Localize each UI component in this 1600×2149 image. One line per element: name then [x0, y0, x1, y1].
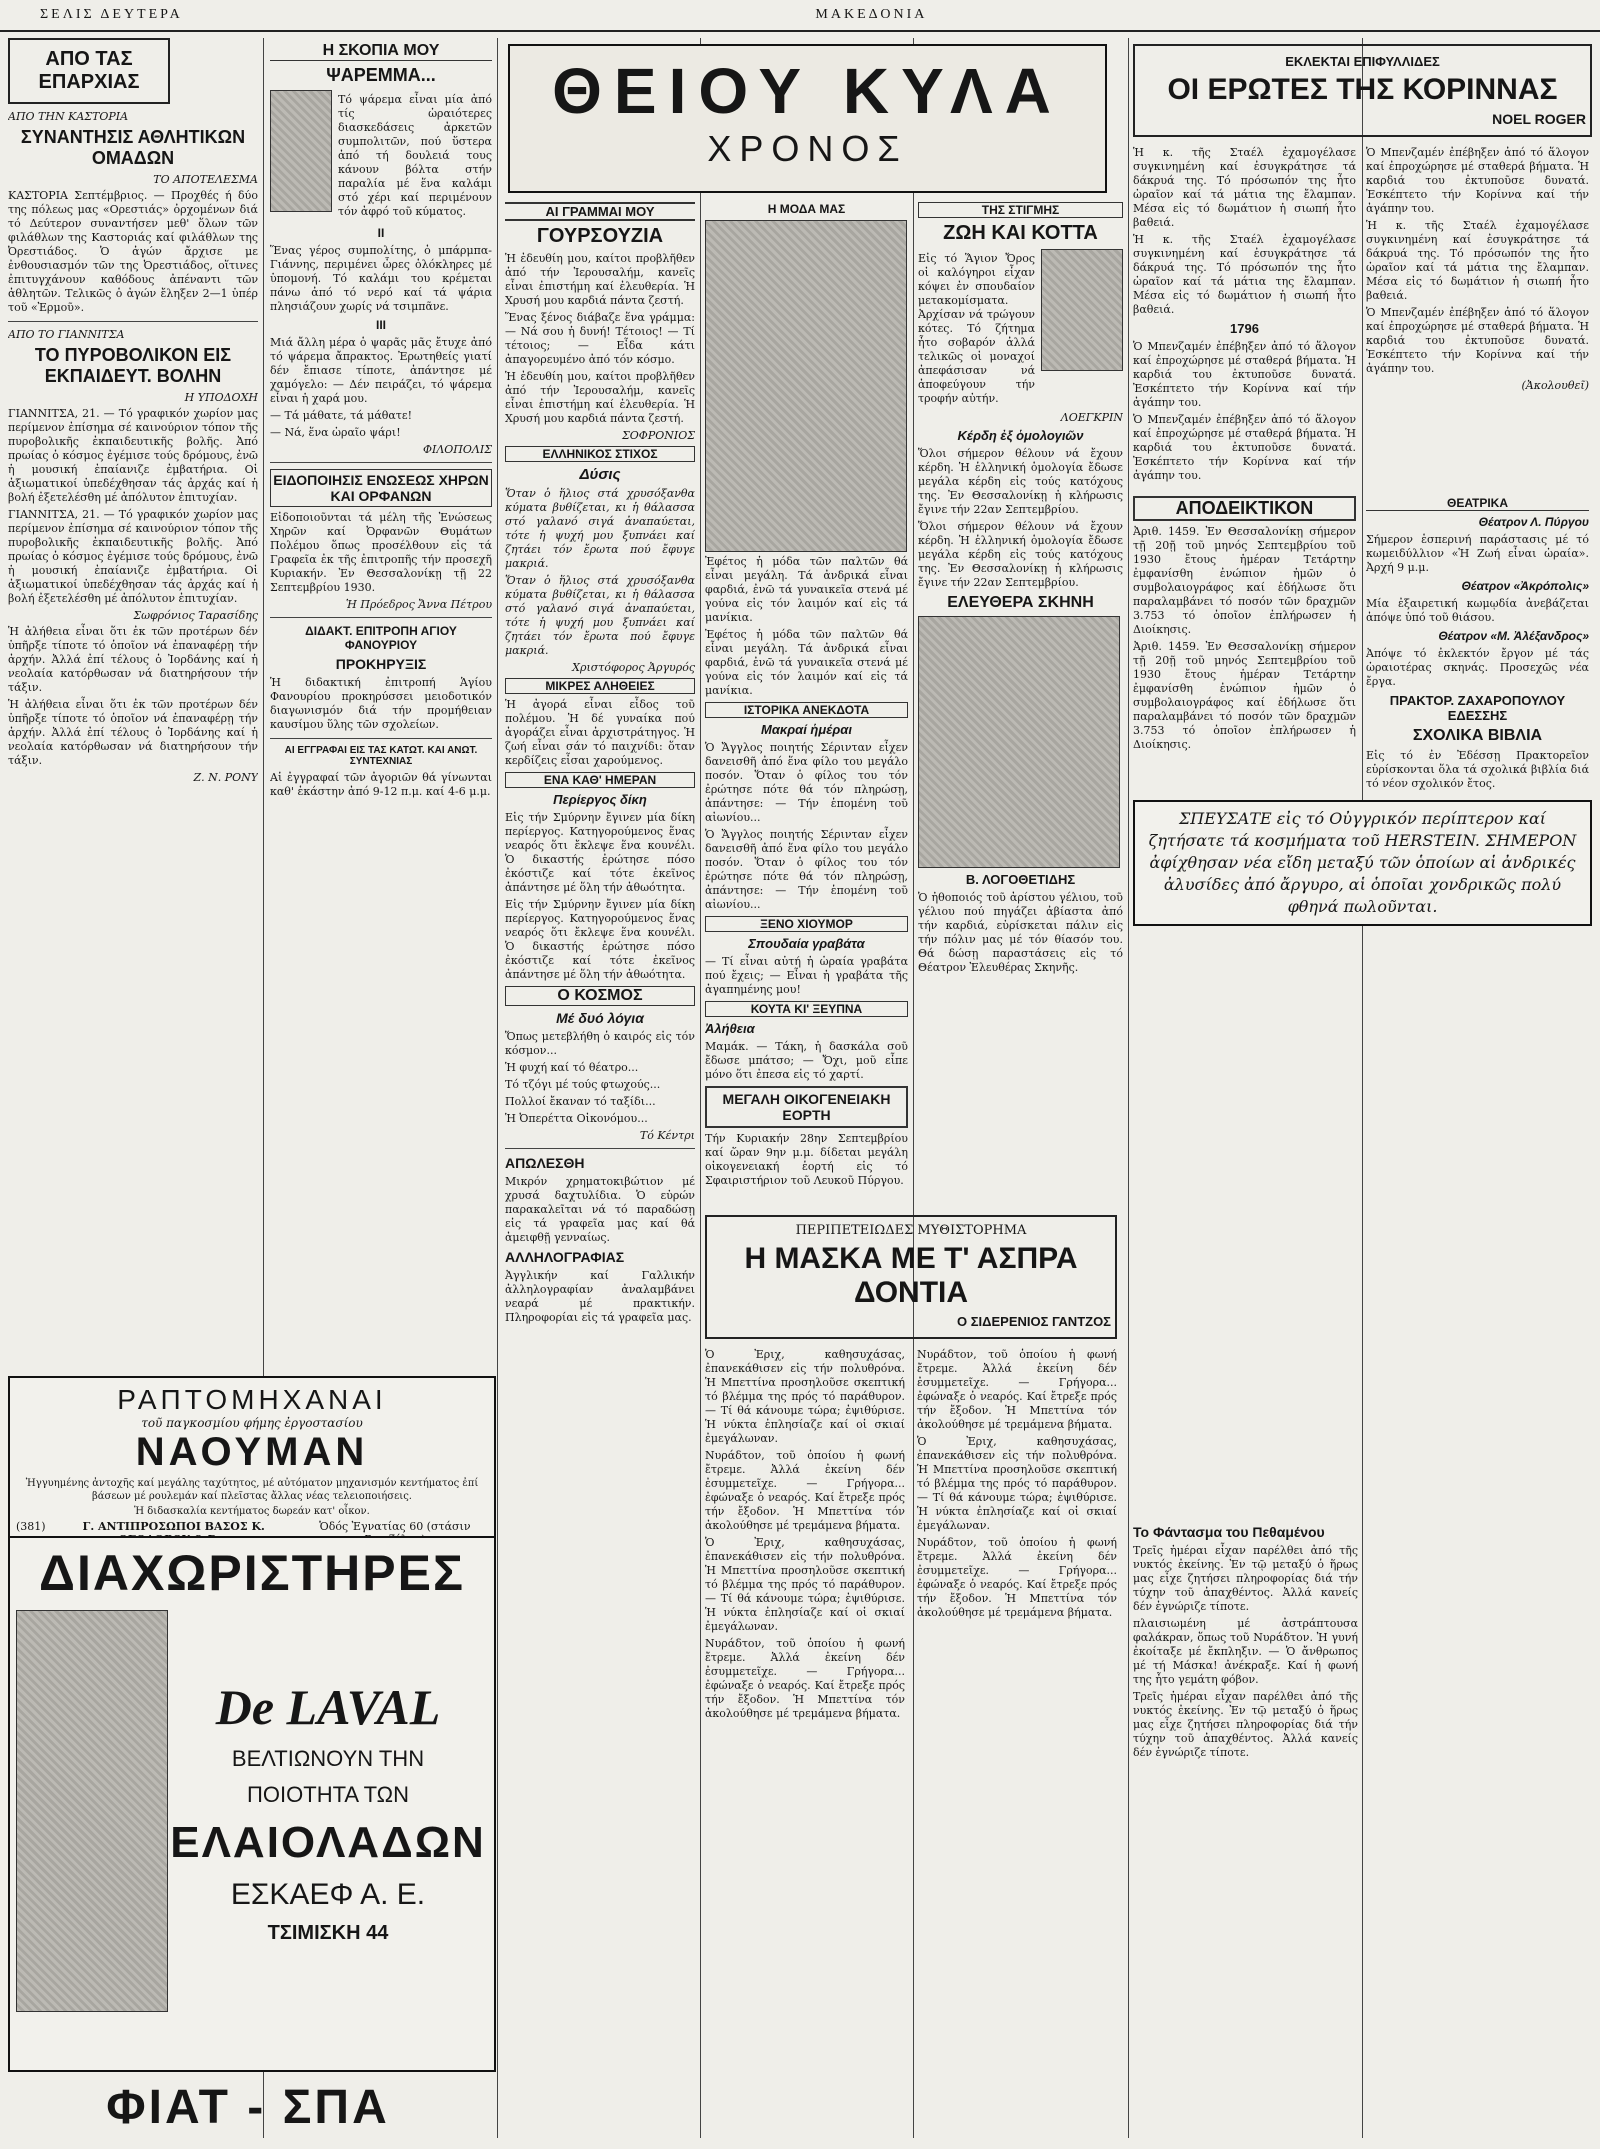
- serial-body: Τρεῖς ἡμέραι εἶχαν παρέλθει ἀπό τῆς νυκτός ἐκείνης. Ἐν τῷ μεταξύ ὁ ἥρως μας εἶχε ζητήσει πληροφορίας διά τήν τύχην τοῦ ἀπαχθέντος. Ἀλλά κανείς δέν ἐγνώριζε τίποτε.: [1133, 1690, 1358, 1759]
- bookstore-subtitle: ΣΧΟΛΙΚΑ ΒΙΒΛΙΑ: [1412, 727, 1543, 744]
- receipt-body: Ἀριθ. 1459. Ἐν Θεσσαλονίκῃ σήμερον τῇ 20ῇ τοῦ μηνός Σεπτεμβρίου τοῦ 1930 ἔτους ἡμέραν Τετάρτην ἐμφανίσθη ἐνώπιον ἡμῶν ὁ συμβολαιογράφος καί ἐδήλωσε ὅτι παραλαμβάνει τό ποσόν τῶν δραχμῶν 3.753 τό ὁποῖον ἐπλήρωσεν ἡ Διοίκησις.: [1133, 525, 1356, 636]
- committee-body: Ἡ διδακτική ἐπιτροπή Ἁγίου Φανουρίου προκηρύσσει μειοδοτικόν διαγωνισμόν διά τήν προμήθειαν καυσίμου ὕλης τῶν σχολείων.: [270, 676, 492, 731]
- article-title: Σπουδαία γραβάτα: [748, 936, 865, 951]
- theater-section-label: ΘΕΑΤΡΙΚΑ: [1366, 496, 1589, 511]
- section-label: ΕΛΛΗΝΙΚΟΣ ΣΤΙΧΟΣ: [505, 446, 695, 462]
- serial-body: Ὁ Ἐριχ, καθησυχάσας, ἐπανεκάθισεν εἰς τήν πολυθρόνα. Ἡ Μπεττίνα προσηλοῦσε σκεπτική τό βλέμμα της πρός τό παράθυρον. — Τί θά κάνουμε τώρα; ἐψιθύρισε. Ἡ νύκτα ἐπλησίαζε καί οἱ σκιαί ἐμεγάλωναν.: [705, 1536, 905, 1633]
- article-title: Περίεργος δίκη: [553, 792, 647, 807]
- signature: Χριστόφορος Ἀργυρός: [572, 661, 695, 674]
- column-label: ΤΗΣ ΣΤΙΓΜΗΣ: [918, 202, 1123, 218]
- column-label: ΑΙ ΓΡΑΜΜΑΙ ΜΟΥ: [505, 202, 695, 221]
- world-item: Τό τζόγι μέ τούς φτωχούς...: [505, 1078, 661, 1091]
- classified-title: ΑΠΩΛΕΣΘΗ: [505, 1155, 585, 1171]
- ad-text: Ἠγγυημένης ἀντοχῆς καί μεγάλης ταχύτητος, μέ αὐτόματον μηχανισμόν κεντήματος ἐπί βάσεων μέ ρουλεμάν καί πλεῖστας ἄλλας νέας τελειοποιήσεις.: [25, 1478, 479, 1502]
- column-opinion: [270, 38, 492, 1358]
- article-body: Ὁ ἠθοποιός τοῦ ἀρίστου γέλιου, τοῦ γέλιου πού πηγάζει ἀβίαστα ἀπό τήν καρδιά, εὑρίσκεται πάλιν εἰς τήν πόλιν μας μέ τόν θίασόν του. Θά δώσῃ παραστάσεις εἰς τό Θέατρον Ἐλευθέρας Σκηνῆς.: [918, 891, 1123, 974]
- article-body: Ἡ ἀλήθεια εἶναι ὅτι ἐκ τῶν προτέρων δέν ὑπῆρξε τίποτε τό ὁποῖον νά ἐπαναφέρῃ τήν ἀρχήν. Ἀλλά ἐπί τέλους ὁ Ἰορδάνης καί ἡ νεολαία κατόρθωσαν νά διατηρήσουν τήν τάξιν.: [8, 698, 258, 767]
- serial-body: Τρεῖς ἡμέραι εἶχαν παρέλθει ἀπό τῆς νυκτός ἐκείνης. Ἐν τῷ μεταξύ ὁ ἥρως μας εἶχε ζητήσει πληροφορίας διά τήν τύχην τοῦ ἀπαχθέντος. Ἀλλά κανείς δέν ἐγνώριζε τίποτε.: [1133, 1544, 1358, 1613]
- article-body: Ἡ ἐδευθίη μου, καίτοι προβλῆθεν ἀπό τήν Ἱερουσαλήμ, κανεῖς εἶναι ἐπιστήμη καί ἐλευθερία. Ἡ Χρυσή μου καρδιά πάντα ζεστή.: [505, 252, 695, 307]
- article-title: ΣΥΝΑΝΤΗΣΙΣ ΑΘΛΗΤΙΚΩΝ ΟΜΑΔΩΝ: [20, 127, 246, 168]
- article-body: Τό ψάρεμα εἶναι μία ἀπό τίς ὡραιότερες διασκεδάσεις ἀρκετῶν συμπολιτῶν, πού ὕστερα ἀπό τή δουλειά τους κάνουν βόλτα στήν παραλία μέ ἕνα καλάμι στό χέρι καί περιμένουν τόν ἀφρό τοῦ κύματος.: [338, 93, 492, 218]
- bottom-ad-title: ΦΙΑΤ - ΣΠΑ: [106, 2081, 390, 2134]
- receipt-title: ΑΠΟΔΕΙΚΤΙΚΟΝ: [1133, 496, 1356, 521]
- section-label: ΞΕΝΟ ΧΙΟΥΜΟΡ: [705, 916, 908, 932]
- committee-title: ΔΙΔΑΚΤ. ΕΠΙΤΡΟΠΗ ΑΓΙΟΥ ΦΑΝΟΥΡΙΟΥ: [305, 624, 457, 652]
- classified-title: ΑΛΛΗΛΟΓΡΑΦΙΑΣ: [505, 1249, 625, 1265]
- serial-label: ΠΕΡΙΠΕΤΕΙΩΔΕΣ ΜΥΘΙΣΤΟΡΗΜΑ: [795, 1223, 1027, 1238]
- section-number: ΙΙΙ: [375, 318, 386, 332]
- article-body: Ἕνας γέρος συμπολίτης, ὁ μπάρμπα-Γιάννης, περιμένει ὧρες ὁλόκληρες μέ ὑπομονή. Τό καλάμι του κρέμεται πάνω ἀπό τό νερό καί τά ψάρια πλησιάζουν χωρίς νά τσιμπᾶνε.: [270, 244, 492, 313]
- serial-body: Νυράδτον, τοῦ ὁποίου ἡ φωνή ἔτρεμε. Ἀλλά ἐκείνη δέν ἐσυμμετεῖχε. — Γρήγορα... ἐφώναξε ὁ νεαρός. Καί ἔτρεξε πρός τήν ἔξοδον. Ἡ Μπεττίνα τόν ἀκολούθησε μέ τρεμάμενα βήματα.: [705, 1449, 905, 1532]
- section-label: ΕΛΕΥΘΕΡΑ ΣΚΗΝΗ: [947, 594, 1094, 611]
- article-subtitle: Η ΥΠΟΔΟΧΗ: [184, 391, 258, 404]
- ad-brand: De LAVAL: [215, 1678, 441, 1735]
- ad-number: (381): [16, 1520, 46, 1533]
- article-body: Μαμάκ. — Τάκη, ἡ δασκάλα σοῦ ἔδωσε μπάτσο; — Ὄχι, μοῦ εἶπε μόνο ὅτι ἐπεσα εἰς τό χαρτί.: [705, 1040, 908, 1081]
- column-banner: [508, 44, 1107, 193]
- column-label: ΕΚΛΕΚΤΑΙ ΕΠΙΦΥΛΛΙΔΕΣ: [1285, 54, 1440, 69]
- section-number: ΙΙ: [377, 226, 385, 240]
- theater-body: Σήμερον ἑσπερινή παράστασις μέ τό κωμειδύλλιον «Ἡ Ζωή εἶναι ὡραία». Ἀρχή 9 μ.μ.: [1366, 533, 1589, 574]
- article-body: Ἡ κ. τῆς Σταέλ ἐχαμογέλασε συγκινημένη καί ἐσυγκράτησε τά δάκρυά της. Τό πρόσωπόν της ἦτο ὡραῖον καί τά μάτια της ἔλαμπαν. Μέσα εἰς τό δωμάτιον ἡ σιωπή ἦτο βαθειά.: [1133, 233, 1356, 316]
- year-heading: 1796: [1230, 321, 1259, 336]
- article-title: ΓΟΥΡΣΟΥΖΙΑ: [536, 225, 664, 247]
- world-item: Ἡ φυχή καί τό θέατρο...: [505, 1061, 639, 1074]
- article-body: Ὁ Ἄγγλος ποιητής Σέρινταν εἶχεν δανεισθῆ ἀπό ἕνα φίλο του μεγάλο ποσόν. Ὅταν ὁ φίλος του τόν ἐρώτησε πότε θά τόν πληρώσῃ, ἀπάντησε: — Τήν ἑπομένη τοῦ αἰωνίου...: [705, 741, 908, 824]
- article-body: Ὁ Μπενζαμέν ἐπέβηξεν ἀπό τό ἅλογον καί ἐπροχώρησε μέ σταθερά βήματα. Ἡ καρδιά του ἐκτυποῦσε δυνατά. Ἐσκέπτετο τήν Κορίννα καί τήν ἀγάπην του.: [1133, 413, 1356, 482]
- section-label: ΜΙΚΡΕΣ ΑΛΗΘΕΙΕΣ: [505, 678, 695, 694]
- article-body: ΓΙΑΝΝΙΤΣΑ, 21. — Τό γραφικόν χωρίον μας περίμενον ἐπίσημα σέ καινούριον τόπον τῆς πυροβολικῆς ἐκπαιδευτικῆς βολῆς. Ἀπό πρωίας ὁ κόσμος ἐγέμισε τούς δρόμους, ἐνῶ ἡ μουσική ἐπαίανιζε ἐμβατήρια. Οἱ ἀξιωματικοί ὑπεδέχθησαν τάς ἀρχάς καί ἡ βολή ἐξετελέσθη μέ ἀπόλυτον ἐπιτυχίαν.: [8, 407, 258, 504]
- caricature-illustration: [1041, 249, 1123, 371]
- actor-photo: [918, 616, 1120, 868]
- enrolment-title: ΑΙ ΕΓΓΡΑΦΑΙ ΕΙΣ ΤΑΣ ΚΑΤΩΤ. ΚΑΙ ΑΝΩΤ. ΣΥΝΤΕΧΝΙΑΣ: [284, 745, 478, 767]
- bookstore-title: ΠΡΑΚΤΟΡ. ΖΑΧΑΡΟΠΟΥΛΟΥ ΕΔΕΣΣΗΣ: [1389, 693, 1566, 723]
- theater-title: Θέατρον «Ἀκρόπολις»: [1461, 579, 1589, 593]
- article-body: Ἡ κ. τῆς Σταέλ ἐχαμογέλασε συγκινημένη καί ἐσυγκράτησε τά δάκρυά της. Τό πρόσωπόν της ἦτο ὡραῖον καί τά μάτια της ἔλαμπαν. Μέσα εἰς τό δωμάτιον ἡ σιωπή ἦτο βαθειά.: [1133, 146, 1356, 229]
- column-label: Η ΣΚΟΠΙΑ ΜΟΥ: [270, 42, 492, 61]
- ad-address: ΤΣΙΜΙΣΚΗ 44: [267, 1921, 389, 1944]
- section-label: ΙΣΤΟΡΙΚΑ ΑΝΕΚΔΟΤΑ: [705, 702, 908, 718]
- serial-body: Νυράδτον, τοῦ ὁποίου ἡ φωνή ἔτρεμε. Ἀλλά ἐκείνη δέν ἐσυμμετεῖχε. — Γρήγορα... ἐφώναξε ὁ νεαρός. Καί ἔτρεξε πρός τήν ἔξοδον. Ἡ Μπεττίνα τόν ἀκολούθησε μέ τρεμάμενα βήματα.: [917, 1536, 1117, 1619]
- ad-address: Ὁδός Ἐγνατίας 60 (στάσιν: [319, 1520, 471, 1533]
- article-body: Ὁ Ἄγγλος ποιητής Σέρινταν εἶχεν δανεισθῆ ἀπό ἕνα φίλο του μεγάλο ποσόν. Ὅταν ὁ φίλος του τόν ἐρώτησε πότε θά τόν πληρώσῃ, ἀπάντησε: — Τήν ἑπομένη τοῦ αἰωνίου...: [705, 828, 908, 911]
- dateline: ΑΠΟ ΤΟ ΓΙΑΝΝΙΤΣΑ: [8, 328, 125, 341]
- article-title: ΨΑΡΕΜΜΑ...: [326, 65, 436, 85]
- article-body: Εἰς τήν Σμύρνην ἔγινεν μία δίκη περίεργος. Κατηγορούμενος ἕνας νεαρός ὅτι ἔκλεψε ἕνα κουνέλι. Ὁ δικαστής ἐρώτησε πόσο ἐκόστιζε καί τότε ἐκεῖνος ἀπάντησε μέ ὅλη τήν ἀθωότητα.: [505, 811, 695, 894]
- ad-text: Ἡ διδασκαλία κεντήματος δωρεάν κατ' οἶκον.: [134, 1506, 370, 1517]
- article-title: ΤΟ ΠΥΡΟΒΟΛΙΚΟΝ ΕΙΣ ΕΚΠΑΙΔΕΥΤ. ΒΟΛΗΝ: [34, 345, 232, 386]
- enrolment-body: Αἱ ἐγγραφαί τῶν ἀγοριῶν θά γίνωνται καθ' ἑκάστην ἀπό 9-12 π.μ. καί 4-6 μ.μ.: [270, 771, 492, 798]
- column-label: Η ΜΟΔΑ ΜΑΣ: [767, 202, 846, 216]
- article-body: Ὅλοι σήμερον θέλουν νά ἔχουν κέρδη. Ἡ ἑλληνική ὁμολογία ἔδωσε μεγάλα κέρδη εἰς τούς κατόχους της. Ἐν Θεσσαλονίκῃ ἡ κλήρωσις ἔγινε τήν 22αν Σεπτεμβρίου.: [918, 520, 1123, 589]
- signature: Ζ. Ν. ΡΟΝΥ: [193, 771, 258, 784]
- article-title: Ἀλήθεια: [705, 1021, 755, 1036]
- ad-text: ΕΛΑΙΟΛΑΔΩΝ: [170, 1817, 486, 1867]
- article-title: ΟΙ ΕΡΩΤΕΣ ΤΗΣ ΚΟΡΙΝΝΑΣ: [1167, 73, 1558, 106]
- article-author: NOEL ROGER: [1492, 111, 1586, 127]
- ad-title: ΡΑΠΤΟΜΗΧΑΝΑΙ: [117, 1384, 387, 1415]
- classified-body: Ἀγγλικήν καί Γαλλικήν ἀλληλογραφίαν ἀναλαμβάνει νεαρά μέ πρακτικήν. Πληροφορίαι εἰς τά γραφεῖα μας.: [505, 1269, 695, 1324]
- column-provinces: [8, 38, 258, 1358]
- ad-title: ΔΙΑΧΩΡΙΣΤΗΡΕΣ: [39, 1545, 465, 1601]
- ad-text: ΒΕΛΤΙΩΝΟΥΝ ΤΗΝ: [231, 1745, 425, 1771]
- photo-caption: Β. ΛΟΓΟΘΕΤΙΔΗΣ: [965, 872, 1076, 887]
- serial-body: Ὁ Ἐριχ, καθησυχάσας, ἐπανεκάθισεν εἰς τήν πολυθρόνα. Ἡ Μπεττίνα προσηλοῦσε σκεπτική τό βλέμμα της πρός τό παράθυρον. — Τί θά κάνουμε τώρα; ἐψιθύρισε. Ἡ νύκτα ἐπλησίαζε καί οἱ σκιαί ἐμεγάλωναν.: [705, 1348, 905, 1445]
- serial-title: Η ΜΑΣΚΑ ΜΕ Τ' ΑΣΠΡΑ ΔΟΝΤΙΑ: [744, 1242, 1078, 1309]
- serial-body: Ὁ Ἐριχ, καθησυχάσας, ἐπανεκάθισεν εἰς τήν πολυθρόνα. Ἡ Μπεττίνα προσηλοῦσε σκεπτική τό βλέμμα της πρός τό παράθυρον. — Τί θά κάνουμε τώρα; ἐψιθύρισε. Ἡ νύκτα ἐπλησίαζε καί οἱ σκιαί ἐμεγάλωναν.: [917, 1435, 1117, 1532]
- article-subtitle: Μέ δυό λόγια: [556, 1010, 644, 1026]
- article-body: ΓΙΑΝΝΙΤΣΑ, 21. — Τό γραφικόν χωρίον μας περίμενον ἐπίσημα σέ καινούριον τόπον τῆς πυροβολικῆς ἐκπαιδευτικῆς βολῆς. Ἀπό πρωίας ὁ κόσμος ἐγέμισε τούς δρόμους, ἐνῶ ἡ μουσική ἐπαίανιζε ἐμβατήρια. Οἱ ἀξιωματικοί ὑπεδέχθησαν τάς ἀρχάς καί ἡ βολή ἐξετελέσθη μέ ἀπόλυτον ἐπιτυχίαν.: [8, 508, 258, 605]
- serial-body: Νυράδτον, τοῦ ὁποίου ἡ φωνή ἔτρεμε. Ἀλλά ἐκείνη δέν ἐσυμμετεῖχε. — Γρήγορα... ἐφώναξε ὁ νεαρός. Καί ἔτρεξε πρός τήν ἔξοδον. Ἡ Μπεττίνα τόν ἀκολούθησε μέ τρεμάμενα βήματα.: [705, 1637, 905, 1720]
- dialog-line: — Νά, ἕνα ὡραῖο ψάρι!: [270, 426, 401, 439]
- article-title: ΖΩΗ ΚΑΙ ΚΟΤΤΑ: [943, 222, 1098, 244]
- article-body: Εἰς τήν Σμύρνην ἔγινεν μία δίκη περίεργος. Κατηγορούμενος ἕνας νεαρός ὅτι ἔκλεψε ἕνα κουνέλι. Ὁ δικαστής ἐρώτησε πόσο ἐκόστιζε καί τότε ἐκεῖνος ἀπάντησε μέ ὅλη τήν ἀθωότητα.: [505, 898, 695, 981]
- ad-agent: Γ. ΑΝΤΙΠΡΟΣΩΠΟΙ ΒΑΣΟΣ Κ.: [82, 1520, 265, 1533]
- jewelry-ad-text: ΣΠΕΥΣΑΤΕ εἰς τό Οὐγγρικόν περίπτερον καί ζητήσατε τά κοσμήματα τοῦ HERSTEIN. ΣΗΜΕΡΟΝ ἀφίχθησαν νέα εἴδη μεταξύ τῶν ὁποίων αἱ ἀνδρικές ἀλυσίδες ἀπό ἄργυρο, αἱ ὁποῖαι χονδρικῶς πολύ φθηνά πωλοῦνται.: [1148, 809, 1577, 916]
- masthead-left: ΣΕΛΙΣ ΔΕΥΤΕΡΑ: [40, 7, 183, 22]
- article-body: Εἰς τό Ἅγιον Ὄρος οἱ καλόγηροι εἶχαν κόψει ἐν σπουδαίον μετακομίσματα. Ἀρχίσαν νά τρώγουν κότες. Τό ζήτημα ἦτο σοβαρόν ἀλλά τελικῶς οἱ μοναχοί ἀπεφάσισαν νά ἀποφεύγουν τήν τροφήν αὐτήν.: [918, 252, 1035, 405]
- article-body: Ὁ Μπενζαμέν ἐπέβηξεν ἀπό τό ἅλογον καί ἐπροχώρησε μέ σταθερά βήματα. Ἡ καρδιά του ἐκτυποῦσε δυνατά. Ἐσκέπτετο τήν Κορίννα καί τήν ἀγάπην του.: [1133, 340, 1356, 409]
- column-fashion: [705, 198, 908, 1198]
- article-body: Ἡ ἀλήθεια εἶναι ὅτι ἐκ τῶν προτέρων δέν ὑπῆρξε τίποτε τό ὁποῖον νά ἐπαναφέρῃ τήν ἀρχήν. Ἀλλά ἐπί τέλους ὁ Ἰορδάνης καί ἡ νεολαία κατόρθωσαν νά διατηρήσουν τήν τάξιν.: [8, 625, 258, 694]
- serial-continuation: [1133, 1520, 1358, 2120]
- fashion-illustration: [705, 220, 907, 552]
- world-item: Πολλοί ἔκαναν τό ταξίδι...: [505, 1095, 656, 1108]
- serial-body: πλαισιωμένη μέ ἀστράπτουσα φαλάκραν, ὅπως τοῦ Νυράδτον. Ἡ γυνή ἐκοίταξε μέ ἔκπληξιν. — Ὁ ἄνθρωπος μέ τή Μάσκα! ἀνέκραξε. Καί ἡ φωνή της ἦτο γεμάτη φόβον.: [1133, 1617, 1358, 1686]
- article-title: Μακραί ἡμέραι: [761, 722, 852, 737]
- article-body: — Τί εἶναι αὐτή ἡ ὡραία γραβάτα πού ἔχεις; — Εἶναι ἡ γραβάτα τῆς ἀγαπημένης μου!: [705, 955, 908, 996]
- party-title: ΜΕΓΑΛΗ ΟΙΚΟΓΕΝΕΙΑΚΗ ΕΟΡΤΗ: [705, 1086, 908, 1128]
- poem-body: Ὅταν ὁ ἥλιος στά χρυσόξανθα κύματα βυθίζεται, κι ἡ θάλασσα στό γαλανό σιγά ἀναπαύεται, τότε ἡ ψυχή μου ξυπνάει καί ζητάει τόν ἔρωτα πού ἔφυγε μακριά.: [505, 487, 695, 570]
- article-body: Ἕνας ξένος διάβαζε ἕνα γράμμα: — Νά σου ἡ δυνή! Τέτοιος! — Τί τέτοιος; — Εἶδα κάτι ἀπαγορευμένο ἀπό τόν κόσμο.: [505, 311, 695, 366]
- separator-machine-illustration: [16, 1610, 168, 2012]
- poem-body: Ὅταν ὁ ἥλιος στά χρυσόξανθα κύματα βυθίζεται, κι ἡ θάλασσα στό γαλανό σιγά ἀναπαύεται, τότε ἡ ψυχή μου ξυπνάει καί ζητάει τόν ἔρωτα πού ἔφυγε μακριά.: [505, 574, 695, 657]
- column-moment: [918, 198, 1123, 1198]
- signature: ΛΟΕΓΚΡΙΝ: [1060, 411, 1123, 424]
- banner-title: ΘΕΙΟΥ ΚΥΛΑ: [552, 55, 1063, 127]
- section-label: ΕΝΑ ΚΑΘ' ΗΜΕΡΑΝ: [505, 772, 695, 788]
- notice-signature: Ἡ Πρόεδρος Ἄννα Πέτρου: [345, 598, 492, 611]
- ad-subtitle: τοῦ παγκοσμίου φήμης ἐργοστασίου: [141, 1416, 363, 1430]
- article-body: ΚΑΣΤΟΡΙΑ Σεπτέμβριος. — Προχθές ή δύο της πόλεως μας «Ορεστιάς» ὀρχομένων διά τό Δεύτερον συναντήσεν μεθ' ὅλων τῶν φιλάθλων της Καστοριάς καί φιλάθλων της Ὀρεστιάδος. Ὁ ἀγών ἄρχισε με ἐνθουσιασμόν τῶν της Ὀρεστιάδος, οἵτινες ἐπιτυγχάνουν καθόδους ἀπέναντι τῶν ἀθλητῶν. Τελικῶς ὁ ἀγών ἔληξεν 2—1 ὑπέρ τοῦ «Ἐρμοῦ».: [8, 189, 258, 314]
- masthead: [0, 0, 1600, 32]
- chapter-title: Το Φάντασμα του Πεθαμένου: [1133, 1524, 1325, 1540]
- article-body: Ἡ ἀγορά εἶναι εἶδος τοῦ πολέμου. Ἡ δέ γυναίκα πού ἀγοράζει εἶναι ἀρχιστράτηγος. Ἡ ζωή εἶναι σάν τό παιχνίδι: ὅταν κερδίζεις εἶσαι χαρούμενος.: [505, 698, 695, 767]
- signature: ΣΟΦΡΟΝΙΟΣ: [622, 429, 695, 442]
- world-item: Ἡ Ὀπερέττα Οἰκονόμου...: [505, 1112, 648, 1125]
- column-divider: [700, 38, 701, 2138]
- dateline: ΑΠΟ ΤΗΝ ΚΑΣΤΟΡΙΑ: [8, 110, 129, 123]
- serial-author: Ο ΣΙΔΕΡΕΝΙΟΣ ΓΑΝΤΖΟΣ: [957, 1314, 1111, 1329]
- poem-title: Δύσις: [579, 466, 621, 483]
- column-divider: [497, 38, 498, 2138]
- column-feuilleton: [1133, 44, 1592, 1504]
- section-label: Ο ΚΟΣΜΟΣ: [505, 986, 695, 1006]
- dialog-line: — Τά μάθατε, τά μάθατε!: [270, 409, 413, 422]
- classified-body: Μικρόν χρηματοκιβώτιον μέ χρυσά δαχτυλίδια. Ὁ εὑρών παρακαλεῖται νά τό παραδώσῃ εἰς τά γραφεῖα μας καί θά ἀμειφθῇ γενναίως.: [505, 1175, 695, 1244]
- sewing-machine-ad: [8, 1376, 496, 1542]
- section-label: ΚΟΥΤΑ ΚΙ' ΞΕΥΠΝΑ: [705, 1001, 908, 1017]
- follows-note: (Ἀκολουθεῖ): [1521, 379, 1589, 392]
- theater-title: Θέατρον «Μ. Ἀλέξανδρος»: [1438, 629, 1589, 643]
- signature: Σωφρόνιος Ταρασίδης: [133, 609, 258, 622]
- article-body: Ἡ ἐδευθίη μου, καίτοι προβλῆθεν ἀπό τήν Ἱερουσαλήμ, κανεῖς εἶναι ἐπιστήμη καί ἐλευθερία. Ἡ Χρυσή μου καρδιά πάντα ζεστή.: [505, 370, 695, 425]
- signature: Τό Κέντρι: [639, 1129, 695, 1142]
- fashion-caption: Ἐφέτος ἡ μόδα τῶν παλτῶν θά εἶναι μεγάλη. Τά ἀνδρικά εἶναι φαρδιά, ἐνῶ τά γυναικεῖα στενά μέ γούνα εἰς τόν λαιμόν καί εἰς τά μανίκια.: [705, 628, 908, 697]
- article-body: Ἡ κ. τῆς Σταέλ ἐχαμογέλασε συγκινημένη καί ἐσυγκράτησε τά δάκρυά της. Τό πρόσωπόν της ἦτο ὡραῖον καί τά μάτια της ἔλαμπαν. Μέσα εἰς τό δωμάτιον ἡ σιωπή ἦτο βαθειά.: [1366, 219, 1589, 302]
- bookstore-body: Εἰς τό ἐν Ἐδέσσῃ Πρακτορεῖον εὑρίσκονται ὅλα τά σχολικά βιβλία διά τό νέον σχολικόν ἔτος.: [1366, 749, 1589, 790]
- committee-subtitle: ΠΡΟΚΗΡΥΞΙΣ: [335, 656, 427, 672]
- article-subtitle: ΤΟ ΑΠΟΤΕΛΕΣΜΑ: [153, 173, 258, 186]
- separator-ad: [8, 1536, 496, 2072]
- column-lines: [505, 198, 695, 2098]
- section-title: ΑΠΟ ΤΑΣ ΕΠΑΡΧΙΑΣ: [38, 48, 140, 93]
- article-body: Ὁ Μπενζαμέν ἐπέβηξεν ἀπό τό ἅλογον καί ἐπροχώρησε μέ σταθερά βήματα. Ἡ καρδιά του ἐκτυποῦσε δυνατά. Ἐσκέπτετο τήν Κορίννα καί τήν ἀγάπην του.: [1366, 146, 1589, 215]
- jewelry-ad: [1133, 800, 1592, 926]
- article-body: Ὁ Μπενζαμέν ἐπέβηξεν ἀπό τό ἅλογον καί ἐπροχώρησε μέ σταθερά βήματα. Ἡ καρδιά του ἐκτυποῦσε δυνατά. Ἐσκέπτετο τήν Κορίννα καί τήν ἀγάπην του.: [1366, 306, 1589, 375]
- fashion-caption: Ἐφέτος ἡ μόδα τῶν παλτῶν θά εἶναι μεγάλη. Τά ἀνδρικά εἶναι φαρδιά, ἐνῶ τά γυναικεῖα στενά μέ γούνα εἰς τόν λαιμόν καί εἰς τά μανίκια.: [705, 555, 908, 624]
- article-body: Ὅλοι σήμερον θέλουν νά ἔχουν κέρδη. Ἡ ἑλληνική ὁμολογία ἔδωσε μεγάλα κέρδη εἰς τούς κατόχους της. Ἐν Θεσσαλονίκῃ ἡ κλήρωσις ἔγινε τήν 22αν Σεπτεμβρίου.: [918, 447, 1123, 516]
- article-title: Κέρδη ἐξ ὁμολογιῶν: [957, 428, 1084, 443]
- signature: ΦΙΛΟΠΟΛΙΣ: [422, 443, 492, 456]
- serial-body: Νυράδτον, τοῦ ὁποίου ἡ φωνή ἔτρεμε. Ἀλλά ἐκείνη δέν ἐσυμμετεῖχε. — Γρήγορα... ἐφώναξε ὁ νεαρός. Καί ἔτρεξε πρός τήν ἔξοδον. Ἡ Μπεττίνα τόν ἀκολούθησε μέ τρεμάμενα βήματα.: [917, 1348, 1117, 1431]
- theater-body: Ἀπόψε τό ἐκλεκτόν ἔργον μέ τάς ὡραιοτέρας σκηνάς. Προσεχῶς νέα ἔργα.: [1366, 647, 1589, 688]
- notice-title: ΕΙΔΟΠΟΙΗΣΙΣ ΕΝΩΣΕΩΣ ΧΗΡΩΝ ΚΑΙ ΟΡΦΑΝΩΝ: [270, 469, 492, 507]
- ad-company: ΕΣΚΑΕΦ Α. Ε.: [230, 1877, 426, 1911]
- theater-body: Μία ἐξαιρετική κωμῳδία ἀνεβάζεται ἀπόψε ὑπό τοῦ θιάσου.: [1366, 597, 1589, 624]
- world-item: Ὅπως μετεβλήθη ὁ καιρός εἰς τόν κόσμον...: [505, 1030, 695, 1057]
- party-body: Τήν Κυριακήν 28ην Σεπτεμβρίου καί ὥραν 9ην μ.μ. δίδεται μεγάλη οἰκογενειακή ἑορτή εἰς τό Σφαιριστήριον τοῦ Λευκοῦ Πύργου.: [705, 1132, 908, 1187]
- ad-text: ΠΟΙΟΤΗΤΑ ΤΩΝ: [247, 1781, 409, 1807]
- banner-subtitle: ΧΡΟΝΟΣ: [707, 128, 908, 169]
- receipt-body: Ἀριθ. 1459. Ἐν Θεσσαλονίκῃ σήμερον τῇ 20ῇ τοῦ μηνός Σεπτεμβρίου τοῦ 1930 ἔτους ἡμέραν Τετάρτην ἐμφανίσθη ἐνώπιον ἡμῶν ὁ συμβολαιογράφος καί ἐδήλωσε ὅτι παραλαμβάνει τό ποσόν τῶν δραχμῶν 3.753 τό ὁποῖον ἐπλήρωσεν ἡ Διοίκησις.: [1133, 640, 1356, 751]
- notice-body: Εἰδοποιοῦνται τά μέλη τῆς Ἑνώσεως Χηρῶν καί Ὀρφανῶν Θυμάτων Πολέμου ὅπως προσέλθουν εἰς τά Γραφεῖα ἐκ τῆς ἐπιτροπῆς τήν προσεχῆ Κυριακήν. Ἐν Θεσσαλονίκῃ τῇ 22 Σεπτεμβρίου 1930.: [270, 511, 492, 594]
- theater-title: Θέατρον Λ. Πύργου: [1478, 515, 1589, 529]
- ad-brand: ΝΑΟΥΜΑΝ: [135, 1430, 369, 1474]
- masthead-center: ΜΑΚΕΔΟΝΙΑ: [815, 7, 928, 22]
- article-body: Μιά ἄλλη μέρα ὁ ψαρᾶς μᾶς ἔτυχε ἀπό τό ψάρεμα ἄπρακτος. Ἐρωτηθείς γιατί δέν ἔπιασε τίποτε, ἀπάντησε μέ χαμόγελο: — Δέν πειράζει, τό ψάρεμα εἶναι ἡ χαρά μου.: [270, 336, 492, 405]
- cartoon-illustration: [270, 90, 332, 212]
